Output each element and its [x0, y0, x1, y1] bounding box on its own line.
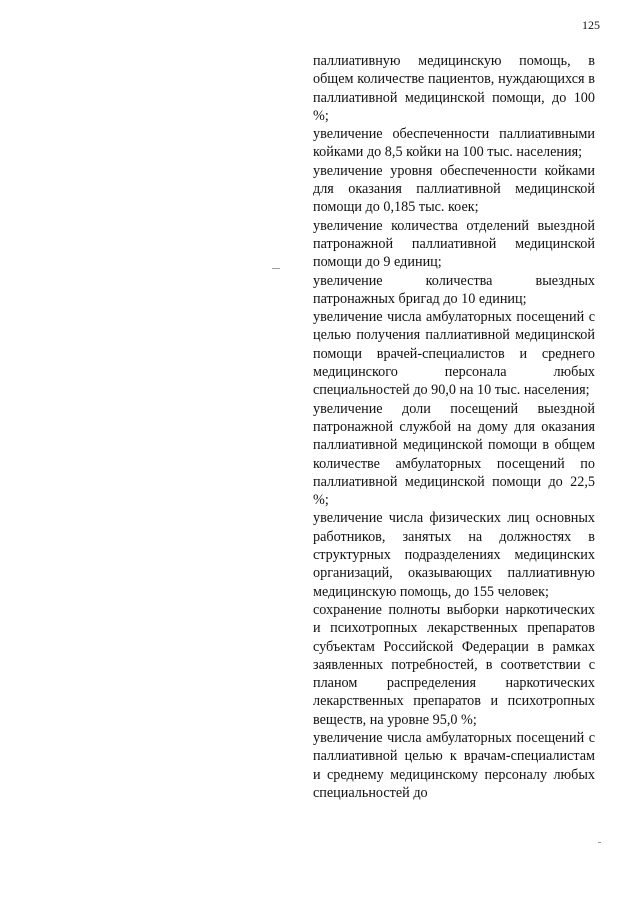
paragraph: сохранение полноты выборки наркотических и психотропных лекарственных препаратов субъектам Российской Федерации в рамках заявленных потребностей, в соответствии с планом распределения наркотических лекарственных препаратов и психотропных веществ, на уровне 95,0 %;	[313, 601, 595, 728]
paragraph: увеличение количества отделений выездной патронажной паллиативной медицинской помощи до 9 единиц;	[313, 217, 595, 271]
paragraph: увеличение числа амбулаторных посещений с паллиативной целью к врачам-специалистам и среднему медицинскому персоналу любых специальностей до	[313, 729, 595, 801]
paragraph: увеличение обеспеченности паллиативными койками до 8,5 койки на 100 тыс. населения;	[313, 126, 595, 161]
paragraph: паллиативную медицинскую помощь, в общем количестве пациентов, нуждающихся в паллиативной медицинской помощи, до 100 %;	[313, 53, 595, 124]
paragraph: увеличение числа амбулаторных посещений с целью получения паллиативной медицинской помощи врачей-специалистов и среднего медицинского персонала любых специальностей до 90,0 на 10 тыс. населения;	[313, 309, 595, 399]
paragraph: увеличение доли посещений выездной патронажной службой на дому для оказания паллиативной медицинской помощи в общем количестве амбулаторных посещений по паллиативной медицинской помощи до 22,5 %;	[313, 400, 595, 509]
scan-mark	[272, 268, 280, 269]
page-number: 125	[582, 18, 600, 32]
scan-mark	[598, 842, 601, 843]
text-column	[313, 52, 595, 802]
paragraph: увеличение уровня обеспеченности койками для оказания паллиативной медицинской помощи до 0,185 тыс. коек;	[313, 162, 595, 216]
paragraph: увеличение количества выездных патронажных бригад до 10 единиц;	[313, 272, 595, 307]
paragraph: увеличение числа физических лиц основных работников, занятых на должностях в структурных подразделениях медицинских организаций, оказывающих паллиативную медицинскую помощь, до 155 человек;	[313, 510, 595, 600]
